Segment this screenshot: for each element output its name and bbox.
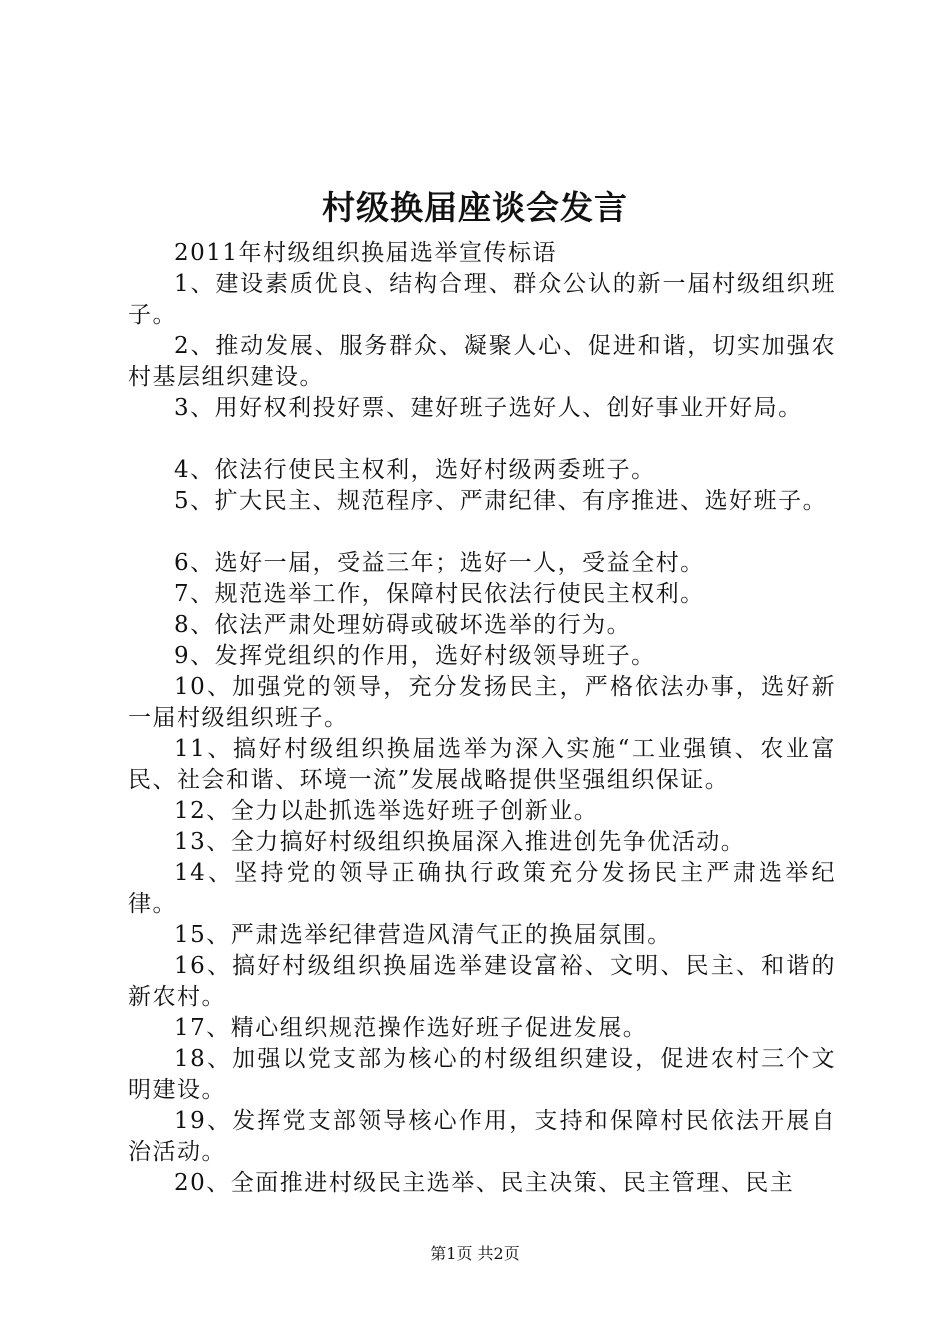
paragraph-item-10: 10、加强党的领导，充分发扬民主，严格依法办事，选好新一届村级组织班子。 [128,674,836,731]
paragraph-item-1: 1、建设素质优良、结构合理、群众公认的新一届村级组织班子。 [128,271,836,328]
paragraph-item-8: 8、依法严肃处理妨碍或破坏选举的行为。 [174,612,632,638]
paragraph-item-18: 18、加强以党支部为核心的村级组织建设，促进农村三个文明建设。 [128,1046,836,1103]
paragraph-item-15: 15、严肃选举纪律营造风清气正的换届氛围。 [174,922,672,948]
document-body [128,238,836,1199]
paragraph-item-7: 7、规范选举工作，保障村民依法行使民主权利。 [174,581,705,607]
paragraph-item-9: 9、发挥党组织的作用，选好村级领导班子。 [174,643,656,669]
paragraph-item-17: 17、精心组织规范操作选好班子促进发展。 [174,1015,648,1041]
paragraph-item-14: 14、坚持党的领导正确执行政策充分发扬民主严肃选举纪律。 [128,860,836,917]
paragraph-item-20: 20、全面推进村级民主选举、民主决策、民主管理、民主 [174,1170,795,1196]
paragraph-item-5: 5、扩大民主、规范程序、严肃纪律、有序推进、选好班子。 [174,488,828,514]
paragraph-heading: 2011年村级组织换届选举宣传标语 [174,240,558,266]
document-title: 村级换届座谈会发言 [322,188,628,227]
paragraph-item-12: 12、全力以赴抓选举选好班子创新业。 [174,798,599,824]
paragraph-item-6: 6、选好一届，受益三年；选好一人，受益全村。 [174,550,705,576]
paragraph-item-16: 16、搞好村级组织换届选举建设富裕、文明、民主、和谐的新农村。 [128,953,836,1010]
paragraph-item-3: 3、用好权利投好票、建好班子选好人、创好事业开好局。 [174,395,803,421]
paragraph-item-4: 4、依法行使民主权利，选好村级两委班子。 [174,457,656,483]
paragraph-item-19: 19、发挥党支部领导核心作用，支持和保障村民依法开展自治活动。 [128,1108,836,1165]
page-number-footer: 第1页 共2页 [430,1244,520,1263]
paragraph-item-13: 13、全力搞好村级组织换届深入推进创先争优活动。 [174,829,746,855]
paragraph-item-11: 11、搞好村级组织换届选举为深入实施“工业强镇、农业富民、社会和谐、环境一流”发展战略提供坚强组织保证。 [128,736,836,793]
paragraph-item-2: 2、推动发展、服务群众、凝聚人心、促进和谐，切实加强农村基层组织建设。 [128,333,836,390]
